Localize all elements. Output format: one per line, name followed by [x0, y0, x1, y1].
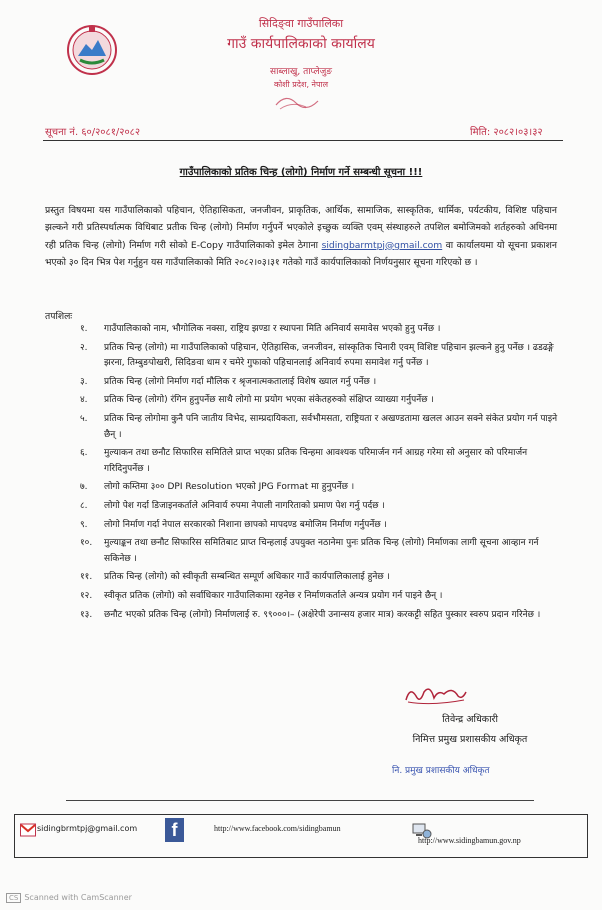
item-number: २. [80, 342, 88, 353]
item-text: प्रतिक चिन्ह (लोगो) को स्वीकृती सम्बन्धित सम्पूर्ण अधिकार गाउँ कार्यपालिकालाई हुनेछ । [104, 572, 390, 583]
gmail-icon [20, 823, 36, 837]
item-number: ११. [80, 572, 93, 583]
item-number: १०. [80, 538, 93, 549]
list-item [80, 375, 562, 391]
footer-divider [66, 800, 534, 801]
intro-text-2: वा कार्यालयमा यो सूचना प्रकाशन भएको ३० दिन भित्र पेश गर्नुहुन यस गाउँपालिकाको मिति २०८२।०३।३१ गतेको गाउँ कार्यपालिकाको निर्णयनुसार सूचना गरिएको छ । [45, 239, 557, 268]
item-text: गाउँपालिकाको नाम, भौगोलिक नक्सा, राष्ट्रिय झण्डा र स्थापना मिति अनिवार्य समावेस भएको हुनु पर्नेछ । [104, 324, 441, 334]
list-item [80, 480, 562, 496]
list-item [80, 589, 562, 605]
notice-reference: सूचना नं. ६०/२०८१/२०८२ [45, 127, 141, 138]
item-text: छनौट भएको प्रतिक चिन्ह (लोगो) निर्माणलाई रु. ९९०००।– (अक्षेरेपी उनान्सय हजार मात्र) करकट्टी सहित पुस्कार स्वरुप प्रदान गरिनेछ । [104, 609, 541, 620]
footer-website-link[interactable]: http://www.sidingbamun.gov.np [418, 836, 521, 845]
item-number: ९. [80, 519, 88, 530]
list-item [80, 499, 562, 515]
municipality-name: सिदिङ्वा गाउँपालिका [258, 17, 344, 30]
scanner-text: Scanned with CamScanner [24, 893, 132, 902]
email-link[interactable]: sidingbarmtpj@gmail.com [321, 239, 443, 251]
item-number: ६. [80, 448, 88, 459]
list-item [80, 608, 562, 624]
office-name: गाउँ कार्यपालिकाको कार्यालय [227, 36, 375, 52]
signer-designation: निमित्त प्रमुख प्रशासकीय अधिकृत [412, 734, 528, 745]
item-number: १. [80, 324, 88, 334]
designation-stamp: नि. प्रमुख प्रशासकीय अधिकृत [392, 766, 490, 776]
item-text: लोगो कम्तिमा ३०० DPI Resolution भएको JPG Format मा हुनुपर्नेछ । [104, 482, 355, 493]
signer-name: तिवेन्द्र अधिकारी [442, 714, 498, 725]
notice-title: गाउँपालिकाको प्रतिक चिन्ह (लोगो) निर्माण गर्ने सम्बन्धी सूचना !!! [179, 167, 423, 178]
signature-icon [402, 680, 470, 708]
footer-email[interactable]: sidingbrmtpj@gmail.com [37, 824, 138, 833]
list-item [80, 412, 562, 443]
notice-date: मिति: २०८२।०३।३२ [470, 127, 543, 138]
item-text: मुल्याकन तथा छनौट सिफारिस समितिले प्राप्त भएका प्रतिक चिन्हमा आवश्यक परिमार्जन गर्न आग्रह गरेमा सो अनुसार को परिमार्जन गरिदिनुपर्नेछ । [104, 448, 528, 474]
item-number: ३. [80, 376, 88, 387]
list-item [80, 518, 562, 534]
item-text: प्रतिक चिन्ह (लोगो निर्माण गर्दा मौलिक र श्रृजनात्मकतालाई विशेष ख्याल गर्नु पर्नेछ । [104, 376, 377, 387]
list-item [80, 570, 562, 586]
header-divider [43, 140, 563, 141]
intro-paragraph [45, 202, 557, 271]
list-item [80, 322, 562, 338]
facebook-icon: f [165, 818, 184, 842]
list-item [80, 446, 562, 477]
item-text: प्रतिक चिन्ह लोगोमा कुनै पनि जातीय विभेद, साम्प्रदायिकता, सर्वभौमसता, राष्ट्रियता र अखण्डतामा खलल आउन सक्ने संकेत प्रयोग गर्न पाइने छैन् । [104, 413, 558, 440]
item-number: ४. [80, 395, 88, 406]
list-item [80, 393, 562, 409]
ink-stamp-icon [272, 91, 324, 113]
item-text: स्वीकृत प्रतिक (लोगो) को सर्वाधिकार गाउँपालिकामा रहनेछ र निर्माणकर्ताले अन्यत्र प्रयोग गर्न पाइने छैन् । [104, 590, 443, 601]
intro-text-1: प्रस्तुत विषयमा यस गाउँपालिकाको पहिचान, ऐतिहासिकता, जनजीवन, प्राकृतिक, आर्थिक, सामाजिक, सास्कृतिक, धार्मिक, पर्यटकीय, विशिष्ट पहिचान झल्कने गरी प्रतिस्पर्धात्मक विधिबाट प्रतीक चिन्ह (लोगो) निर्माण गर्नुपर्ने भएकोले इच्छुक व्यक्ति एवम् संस्थाहरुले तपशिल बमोजिमको शर्तहरुको अधिनमा रही प्रतिक चिन्ह (लोगो) निर्माण गरी सोको E-Copy गाउँपालिकाको इमेल ठेगाना [45, 205, 557, 251]
scanner-watermark [6, 893, 132, 903]
item-number: १३. [80, 609, 93, 620]
item-number: १२. [80, 590, 93, 601]
list-item [80, 536, 562, 567]
camscanner-badge: CS [6, 893, 21, 903]
item-number: ५. [80, 413, 88, 424]
office-address: साब्लाखु, ताप्लेजुङ [270, 67, 332, 77]
item-number: ७. [80, 482, 88, 493]
province-name: कोशी प्रदेश, नेपाल [273, 80, 329, 89]
conditions-list [80, 322, 562, 626]
item-text: लोगो निर्माण गर्दा नेपाल सरकारको निशाना छापको मापदण्ड बमोजिम निर्माण गर्नुपर्नेछ । [104, 519, 387, 530]
item-number: ८. [80, 500, 88, 511]
item-text: मुल्याङ्कन तथा छनौट सिफारिस समितिबाट प्राप्त चिन्हलाई उपयुक्त नठानेमा पुनः प्रतिक चिन्ह (लोगो) निर्माणका लागी सूचना आव्हान गर्न सकिनेछ । [104, 538, 539, 564]
item-text: प्रतिक चिन्ह (लोगो) रंगिन हुनुपर्नेछ साथै लोगो मा प्रयोग भएका संकेतहरुको संक्षिप्त व्याख्या गर्नुपर्नेछ । [104, 395, 434, 406]
item-text: प्रतिक चिन्ह (लोगो) मा गाउँपालिकाको पहिचान, ऐतिहासिक, जनजीवन, सांस्कृतिक चिनारी एवम् विशिष्ट पहिचान झल्कने हुनु पर्नेछ । ढडढङ्गे झरना, तिम्बुङपोखरी, सिदिङवा धाम र चमेरे गुफाको पहिचानलाई अनिवार्य रुपमा समावेश गर्नु पर्नेछ । [104, 342, 554, 369]
item-text: लोगो पेश गर्दा डिजाइनकर्ताले अनिवार्य रुपमा नेपाली नागरिताको प्रमाण पेश गर्नु पर्दछ । [104, 500, 385, 511]
footer-facebook-link[interactable]: http://www.facebook.com/sidingbamun [214, 824, 341, 833]
list-item [80, 341, 562, 372]
details-heading: तपशिलः [45, 311, 73, 322]
